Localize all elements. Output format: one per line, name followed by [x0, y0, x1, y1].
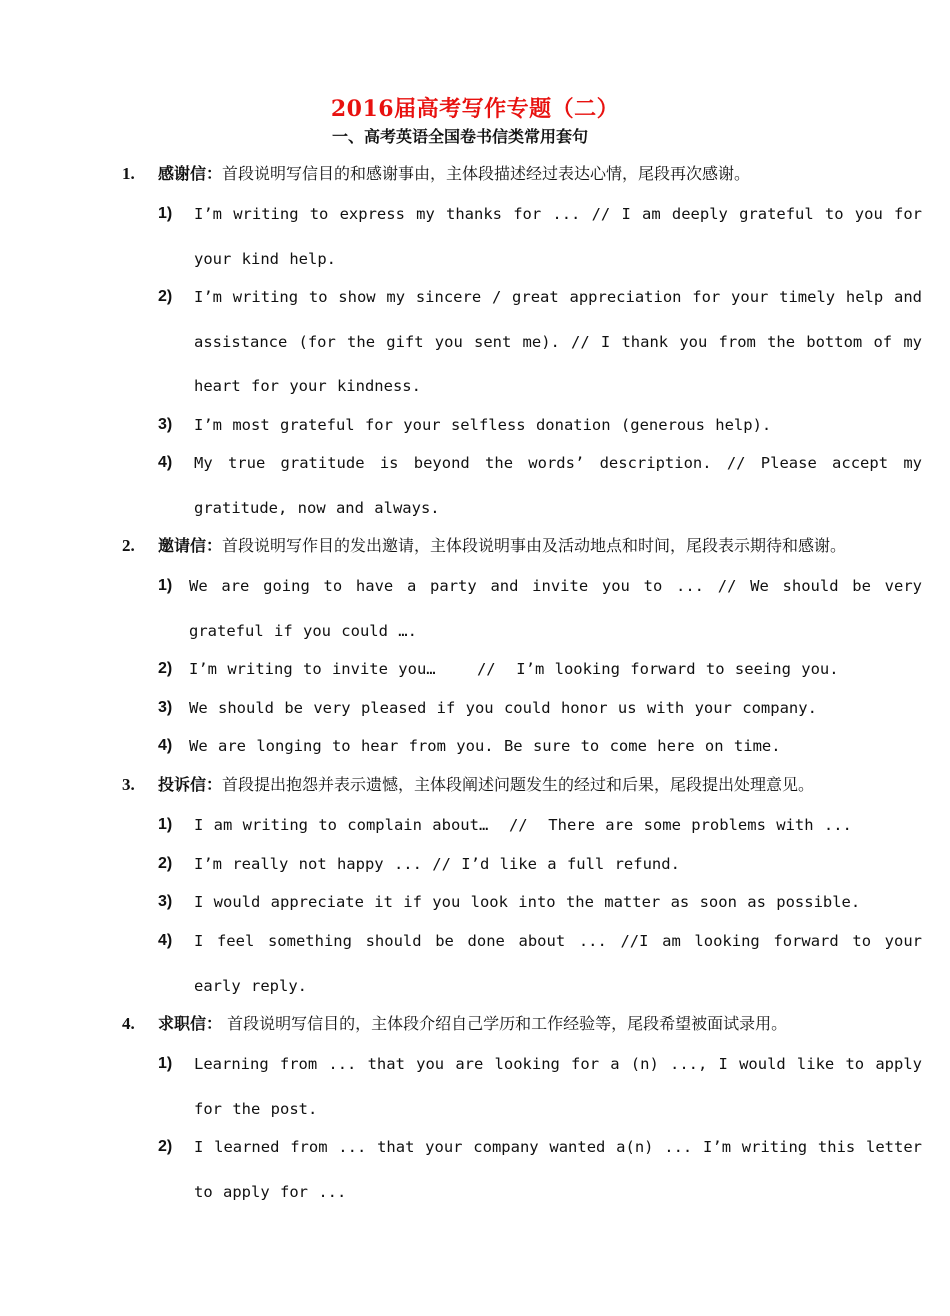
item-text: Learning from ... that you are looking for a (n) ..., I would like to apply for the post. — [194, 1055, 922, 1118]
item-text: I feel something should be done about ... //I am looking forward to your early reply. — [194, 932, 922, 995]
list-item — [158, 803, 922, 848]
item-text: I’m writing to invite you… // I’m looking forward to seeing you. — [189, 660, 839, 678]
list-item — [158, 647, 922, 692]
item-text: We are longing to hear from you. Be sure to come here on time. — [189, 737, 781, 755]
section-heading-thanks — [122, 163, 750, 185]
section-heading-job-application — [122, 1013, 787, 1035]
section-label: 投诉信： — [158, 775, 223, 794]
item-number: 2) — [158, 660, 173, 677]
item-number: 1) — [158, 816, 173, 833]
section-description: 首段提出抱怨并表示遗憾，主体段阐述问题发生的经过和后果，尾段提出处理意见。 — [222, 775, 815, 794]
item-text: I learned from ... that your company wanted a(n) ... I’m writing this letter to apply for ... — [194, 1138, 922, 1201]
item-text: I would appreciate it if you look into the matter as soon as possible. — [194, 893, 861, 911]
item-number: 4) — [158, 932, 173, 949]
list-item — [158, 441, 922, 530]
section-description: 首段说明写信目的，主体段介绍自己学历和工作经验等，尾段希望被面试录用。 — [222, 1014, 788, 1033]
item-text: My true gratitude is beyond the words’ description. // Please accept my gratitude, now and always. — [194, 454, 922, 517]
item-text: I’m writing to show my sincere / great appreciation for your timely help and assistance (for the gift you sent me). // I thank you from the bottom of my heart for your kindness. — [194, 288, 922, 395]
section-number: 3. — [122, 775, 135, 794]
section-number: 4. — [122, 1014, 135, 1033]
document-subtitle: 一、高考英语全国卷书信类常用套句 — [331, 127, 588, 146]
list-item — [158, 275, 922, 409]
item-number: 3) — [158, 699, 173, 716]
item-number: 3) — [158, 893, 173, 910]
section-number: 1. — [122, 164, 135, 183]
section-description: 首段说明写信目的和感谢事由，主体段描述经过表达心情，尾段再次感谢。 — [222, 164, 751, 183]
item-text: We should be very pleased if you could honor us with your company. — [189, 699, 817, 717]
item-text: I’m really not happy ... // I’d like a full refund. — [194, 855, 680, 873]
section-label: 求职信： — [158, 1014, 223, 1033]
section-heading-invitation — [122, 535, 846, 557]
section-label: 感谢信： — [158, 164, 223, 183]
section-label: 邀请信： — [158, 536, 223, 555]
section-number: 2. — [122, 536, 135, 555]
list-item — [158, 724, 922, 769]
section-description: 首段说明写作目的发出邀请，主体段说明事由及活动地点和时间，尾段表示期待和感谢。 — [222, 536, 847, 555]
item-number: 2) — [158, 855, 173, 872]
section-heading-complaint — [122, 774, 814, 796]
list-item — [158, 1042, 922, 1131]
list-item — [158, 564, 922, 653]
item-number: 2) — [158, 288, 173, 305]
item-text: I am writing to complain about… // There are some problems with ... — [194, 816, 852, 834]
item-text: I’m writing to express my thanks for ... // I am deeply grateful to you for your kind help. — [194, 205, 922, 268]
item-number: 4) — [158, 737, 173, 754]
item-number: 1) — [158, 577, 173, 594]
item-text: I’m most grateful for your selfless donation (generous help). — [194, 416, 772, 434]
item-number: 2) — [158, 1138, 173, 1155]
item-text: We are going to have a party and invite you to ... // We should be very grateful if you could …. — [189, 577, 922, 640]
document-title: 2016届高考写作专题（二） — [330, 96, 620, 122]
item-number: 1) — [158, 205, 173, 222]
list-item — [158, 192, 922, 281]
list-item — [158, 1125, 922, 1214]
item-number: 4) — [158, 454, 173, 471]
list-item — [158, 880, 922, 925]
list-item — [158, 919, 922, 1008]
item-number: 3) — [158, 416, 173, 433]
item-number: 1) — [158, 1055, 173, 1072]
